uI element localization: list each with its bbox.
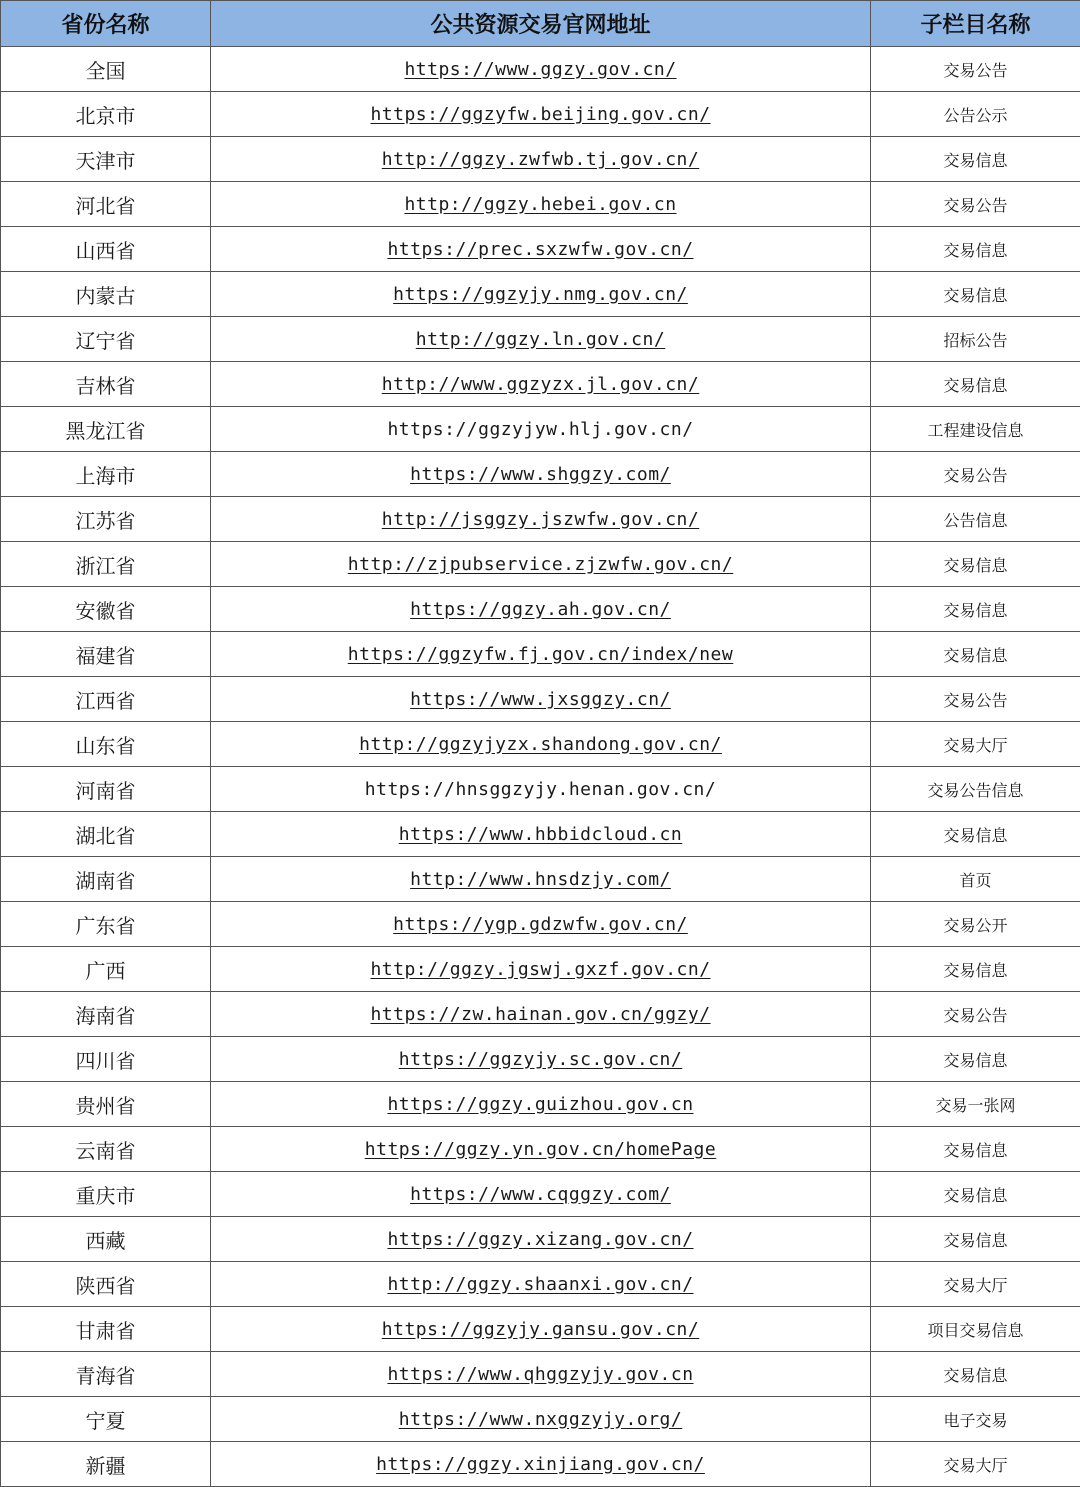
province-cell: 云南省 xyxy=(1,1127,211,1172)
section-cell: 交易大厅 xyxy=(871,1442,1080,1487)
province-cell: 广西 xyxy=(1,947,211,992)
section-cell: 交易信息 xyxy=(871,1352,1080,1397)
section-cell: 交易大厅 xyxy=(871,722,1080,767)
table-row xyxy=(1,677,1080,722)
table-row xyxy=(1,1442,1080,1487)
portal-link[interactable]: https://ggzyjy.sc.gov.cn/ xyxy=(399,1049,682,1070)
table-row xyxy=(1,92,1080,137)
portal-link[interactable]: http://jsggzy.jszwfw.gov.cn/ xyxy=(382,509,699,530)
table-row xyxy=(1,1127,1080,1172)
url-cell xyxy=(211,1397,871,1442)
table-row xyxy=(1,902,1080,947)
section-cell: 交易信息 xyxy=(871,362,1080,407)
url-cell xyxy=(211,677,871,722)
portal-link[interactable]: https://www.shggzy.com/ xyxy=(410,464,671,485)
province-cell: 海南省 xyxy=(1,992,211,1037)
table-row xyxy=(1,182,1080,227)
portal-link[interactable]: http://zjpubservice.zjzwfw.gov.cn/ xyxy=(348,554,733,575)
section-cell: 交易信息 xyxy=(871,137,1080,182)
province-cell: 河南省 xyxy=(1,767,211,812)
province-cell: 西藏 xyxy=(1,1217,211,1262)
url-cell xyxy=(211,812,871,857)
section-cell: 交易信息 xyxy=(871,542,1080,587)
table-row xyxy=(1,1262,1080,1307)
province-cell: 贵州省 xyxy=(1,1082,211,1127)
province-cell: 吉林省 xyxy=(1,362,211,407)
url-cell xyxy=(211,1262,871,1307)
portal-link[interactable]: https://www.jxsggzy.cn/ xyxy=(410,689,671,710)
header-province: 省份名称 xyxy=(1,1,211,47)
portal-link[interactable]: https://ygp.gdzwfw.gov.cn/ xyxy=(393,914,688,935)
section-cell: 交易信息 xyxy=(871,587,1080,632)
province-cell: 湖南省 xyxy=(1,857,211,902)
url-cell xyxy=(211,632,871,677)
portal-link[interactable]: https://www.nxggzyjy.org/ xyxy=(399,1409,682,1430)
table-row xyxy=(1,1217,1080,1262)
url-cell xyxy=(211,1037,871,1082)
portal-link[interactable]: https://ggzyjy.nmg.gov.cn/ xyxy=(393,284,688,305)
section-cell: 招标公告 xyxy=(871,317,1080,362)
header-url: 公共资源交易官网地址 xyxy=(211,1,871,47)
table-row xyxy=(1,542,1080,587)
table-row xyxy=(1,497,1080,542)
table-row xyxy=(1,317,1080,362)
section-cell: 交易公开 xyxy=(871,902,1080,947)
portal-link[interactable]: https://ggzy.yn.gov.cn/homePage xyxy=(365,1139,716,1160)
section-cell: 交易公告 xyxy=(871,677,1080,722)
url-cell xyxy=(211,452,871,497)
table-row xyxy=(1,632,1080,677)
section-cell: 公告信息 xyxy=(871,497,1080,542)
province-cell: 浙江省 xyxy=(1,542,211,587)
url-cell xyxy=(211,1082,871,1127)
url-cell xyxy=(211,407,871,452)
portal-link[interactable]: http://ggzyjyzx.shandong.gov.cn/ xyxy=(359,734,722,755)
url-cell xyxy=(211,272,871,317)
province-cell: 广东省 xyxy=(1,902,211,947)
url-cell xyxy=(211,182,871,227)
table-header xyxy=(1,1,1080,47)
url-cell xyxy=(211,857,871,902)
province-cell: 宁夏 xyxy=(1,1397,211,1442)
url-cell xyxy=(211,1127,871,1172)
table-row xyxy=(1,227,1080,272)
url-cell xyxy=(211,227,871,272)
province-cell: 黑龙江省 xyxy=(1,407,211,452)
table-row xyxy=(1,362,1080,407)
portal-link[interactable]: http://ggzy.ln.gov.cn/ xyxy=(416,329,665,350)
section-cell: 交易信息 xyxy=(871,812,1080,857)
table-row xyxy=(1,1172,1080,1217)
portal-link[interactable]: https://ggzy.ah.gov.cn/ xyxy=(410,599,671,620)
portal-link[interactable]: http://www.hnsdzjy.com/ xyxy=(410,869,671,890)
province-cell: 安徽省 xyxy=(1,587,211,632)
table-body xyxy=(1,47,1080,1487)
url-cell xyxy=(211,992,871,1037)
portal-link[interactable]: https://www.qhggzyjy.gov.cn xyxy=(387,1364,693,1385)
portal-link[interactable]: https://www.cqggzy.com/ xyxy=(410,1184,671,1205)
section-cell: 交易公告 xyxy=(871,452,1080,497)
province-cell: 青海省 xyxy=(1,1352,211,1397)
province-cell: 北京市 xyxy=(1,92,211,137)
section-cell: 电子交易 xyxy=(871,1397,1080,1442)
province-cell: 山西省 xyxy=(1,227,211,272)
province-cell: 天津市 xyxy=(1,137,211,182)
portal-link[interactable]: https://ggzyjy.gansu.gov.cn/ xyxy=(382,1319,699,1340)
url-cell xyxy=(211,317,871,362)
section-cell: 项目交易信息 xyxy=(871,1307,1080,1352)
province-cell: 辽宁省 xyxy=(1,317,211,362)
url-cell xyxy=(211,587,871,632)
section-cell: 交易一张网 xyxy=(871,1082,1080,1127)
section-cell: 首页 xyxy=(871,857,1080,902)
portal-link[interactable]: https://www.hbbidcloud.cn xyxy=(399,824,682,845)
portal-link[interactable]: http://ggzy.shaanxi.gov.cn/ xyxy=(387,1274,693,1295)
section-cell: 工程建设信息 xyxy=(871,407,1080,452)
table-row xyxy=(1,947,1080,992)
portal-link[interactable]: http://www.ggzyzx.jl.gov.cn/ xyxy=(382,374,699,395)
section-cell: 交易信息 xyxy=(871,1127,1080,1172)
section-cell: 交易公告 xyxy=(871,47,1080,92)
table-row xyxy=(1,407,1080,452)
url-cell xyxy=(211,542,871,587)
url-cell xyxy=(211,1442,871,1487)
province-cell: 内蒙古 xyxy=(1,272,211,317)
url-cell xyxy=(211,1217,871,1262)
section-cell: 交易公告 xyxy=(871,182,1080,227)
section-cell: 交易信息 xyxy=(871,272,1080,317)
url-cell xyxy=(211,767,871,812)
table-row xyxy=(1,1082,1080,1127)
portal-link[interactable]: https://ggzyfw.beijing.gov.cn/ xyxy=(370,104,710,125)
province-cell: 河北省 xyxy=(1,182,211,227)
province-cell: 甘肃省 xyxy=(1,1307,211,1352)
table-row xyxy=(1,1037,1080,1082)
url-cell xyxy=(211,362,871,407)
province-cell: 江西省 xyxy=(1,677,211,722)
url-cell xyxy=(211,497,871,542)
portal-link[interactable]: https://ggzyfw.fj.gov.cn/index/new xyxy=(348,644,733,665)
portal-link[interactable]: https://ggzy.xinjiang.gov.cn/ xyxy=(376,1454,705,1475)
portal-link[interactable]: http://ggzy.zwfwb.tj.gov.cn/ xyxy=(382,149,699,170)
section-cell: 交易信息 xyxy=(871,1172,1080,1217)
section-cell: 交易公告信息 xyxy=(871,767,1080,812)
table-row xyxy=(1,452,1080,497)
url-cell xyxy=(211,92,871,137)
section-cell: 公告公示 xyxy=(871,92,1080,137)
province-cell: 四川省 xyxy=(1,1037,211,1082)
portal-link[interactable]: https://prec.sxzwfw.gov.cn/ xyxy=(387,239,693,260)
section-cell: 交易信息 xyxy=(871,632,1080,677)
table-row xyxy=(1,992,1080,1037)
table-row xyxy=(1,47,1080,92)
table-row xyxy=(1,137,1080,182)
section-cell: 交易大厅 xyxy=(871,1262,1080,1307)
url-cell xyxy=(211,1172,871,1217)
url-cell xyxy=(211,47,871,92)
province-cell: 陕西省 xyxy=(1,1262,211,1307)
table-row xyxy=(1,722,1080,767)
province-cell: 全国 xyxy=(1,47,211,92)
url-cell xyxy=(211,722,871,767)
portal-link[interactable]: https://ggzyjyw.hlj.gov.cn/ xyxy=(387,419,693,440)
section-cell: 交易信息 xyxy=(871,1217,1080,1262)
header-section: 子栏目名称 xyxy=(871,1,1080,47)
province-cell: 山东省 xyxy=(1,722,211,767)
url-cell xyxy=(211,902,871,947)
province-cell: 福建省 xyxy=(1,632,211,677)
portal-link[interactable]: http://ggzy.hebei.gov.cn xyxy=(404,194,676,215)
province-cell: 江苏省 xyxy=(1,497,211,542)
table-row xyxy=(1,812,1080,857)
province-cell: 上海市 xyxy=(1,452,211,497)
table-row xyxy=(1,767,1080,812)
portal-link[interactable]: https://ggzy.xizang.gov.cn/ xyxy=(387,1229,693,1250)
table-row xyxy=(1,587,1080,632)
portal-link[interactable]: https://hnsggzyjy.henan.gov.cn/ xyxy=(365,779,716,800)
table-row xyxy=(1,1397,1080,1442)
table-row xyxy=(1,1307,1080,1352)
url-cell xyxy=(211,947,871,992)
table-row xyxy=(1,857,1080,902)
url-cell xyxy=(211,137,871,182)
portal-link[interactable]: http://ggzy.jgswj.gxzf.gov.cn/ xyxy=(370,959,710,980)
section-cell: 交易信息 xyxy=(871,1037,1080,1082)
section-cell: 交易公告 xyxy=(871,992,1080,1037)
section-cell: 交易信息 xyxy=(871,227,1080,272)
table-row xyxy=(1,272,1080,317)
province-cell: 湖北省 xyxy=(1,812,211,857)
table-row xyxy=(1,1352,1080,1397)
url-cell xyxy=(211,1352,871,1397)
province-cell: 新疆 xyxy=(1,1442,211,1487)
province-cell: 重庆市 xyxy=(1,1172,211,1217)
section-cell: 交易信息 xyxy=(871,947,1080,992)
url-cell xyxy=(211,1307,871,1352)
portal-link[interactable]: https://www.ggzy.gov.cn/ xyxy=(404,59,676,80)
header-row xyxy=(1,1,1080,47)
portal-link[interactable]: https://zw.hainan.gov.cn/ggzy/ xyxy=(370,1004,710,1025)
portal-link[interactable]: https://ggzy.guizhou.gov.cn xyxy=(387,1094,693,1115)
